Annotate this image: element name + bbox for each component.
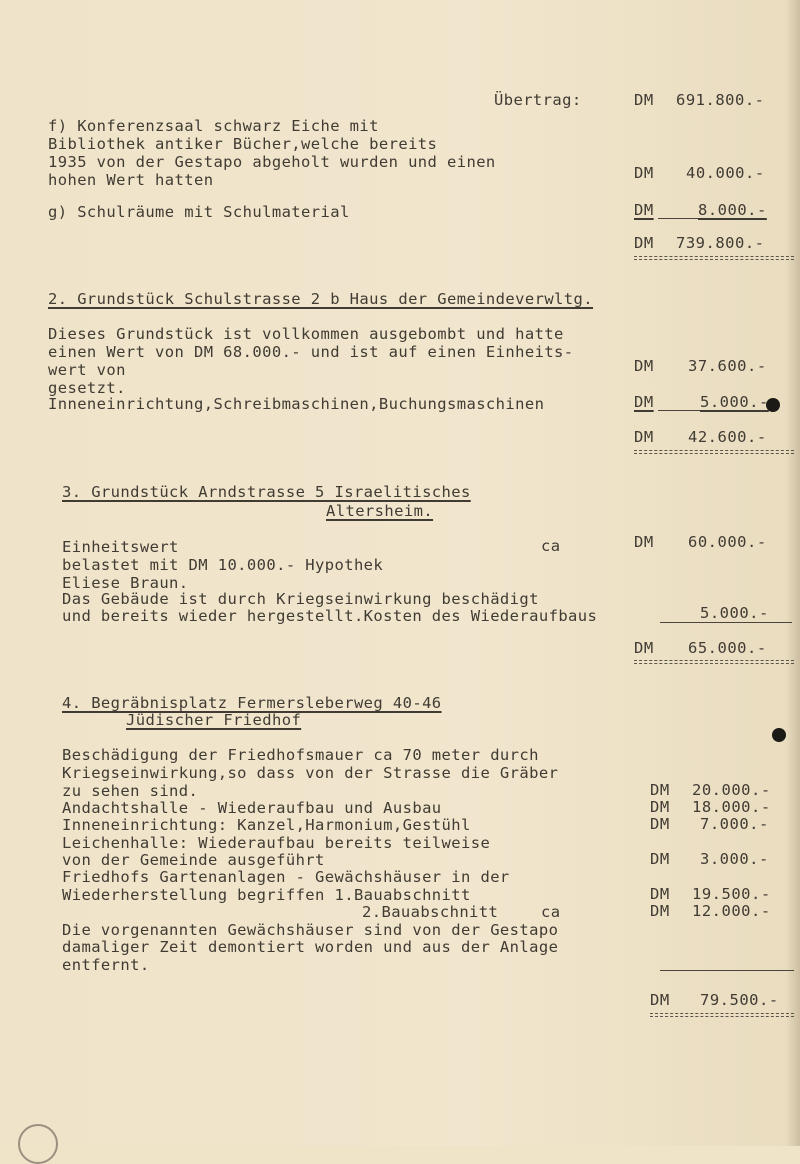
section-4-amount: 3.000.- [700, 850, 769, 868]
subtotal-1-amount: 739.800.- [676, 234, 765, 252]
section-4-line: Beschädigung der Friedhofsmauer ca 70 meter durch [62, 746, 539, 764]
item-f-line: 1935 von der Gestapo abgeholt wurden und einen [48, 153, 496, 171]
section-4-line: 2.Bauabschnitt [362, 903, 499, 921]
section-3-line: belastet mit DM 10.000.- Hypothek [62, 556, 384, 574]
section-3-heading: 3. Grundstück Arndstrasse 5 Israelitisches [62, 483, 471, 501]
section-4-amount: 12.000.- [692, 902, 771, 920]
section-4-amount: 7.000.- [700, 815, 769, 833]
section-4-amount-currency: DM [650, 798, 670, 816]
binder-ring [18, 1124, 58, 1164]
double-rule [634, 450, 794, 454]
section-4-line: Kriegseinwirkung,so dass von der Strasse die Gräber [62, 764, 559, 782]
item-f-currency: DM [634, 164, 654, 182]
section-2-total: 42.600.- [688, 428, 767, 446]
section-4-line: zu sehen sind. [62, 782, 199, 800]
item-g-text: g) Schulräume mit Schulmaterial [48, 203, 350, 221]
item-f-line: Bibliothek antiker Bücher,welche bereits [48, 135, 438, 153]
section-4-line: Die vorgenannten Gewächshäuser sind von der Gestapo [62, 921, 559, 939]
section-3-line: Das Gebäude ist durch Kriegseinwirkung beschädigt [62, 590, 539, 608]
section-2-amount-1-currency: DM [634, 357, 654, 375]
item-f-line: f) Konferenzsaal schwarz Eiche mit [48, 117, 379, 135]
section-3-amount-2: 5.000.- [700, 604, 769, 622]
uebertrag-label: Übertrag: [494, 91, 582, 109]
section-4-amount: 19.500.- [692, 885, 771, 903]
section-3-line: Einheitswert [62, 538, 179, 556]
section-4-line: Friedhofs Gartenanlagen - Gewächshäuser in der [62, 868, 510, 886]
paper-edge-shadow [786, 0, 800, 1146]
section-4-heading: Jüdischer Friedhof [126, 711, 302, 729]
section-4-line: Inneneinrichtung: Kanzel,Harmonium,Gestühl [62, 816, 471, 834]
underline [660, 622, 792, 623]
section-3-amount-1: 60.000.- [688, 533, 767, 551]
section-2-line: einen Wert von DM 68.000.- und ist auf einen Einheits- [48, 343, 574, 361]
item-g-currency: DM [634, 201, 654, 219]
section-4-amount-currency: DM [650, 850, 670, 868]
item-f-line: hohen Wert hatten [48, 171, 214, 189]
section-4-line: Andachtshalle - Wiederaufbau und Ausbau [62, 799, 442, 817]
section-4-heading: 4. Begräbnisplatz Fermersleberweg 40-46 [62, 694, 442, 712]
section-4-line: von der Gemeinde ausgeführt [62, 851, 325, 869]
section-2-amount-2: 5.000.- [700, 393, 769, 411]
section-4-line: entfernt. [62, 956, 150, 974]
item-f-amount: 40.000.- [686, 164, 765, 182]
section-4-ca: ca [541, 903, 561, 921]
section-4-line: Wiederherstellung begriffen 1.Bauabschnitt [62, 886, 471, 904]
subtotal-1-currency: DM [634, 234, 654, 252]
section-4-amount-currency: DM [650, 781, 670, 799]
section-2-total-currency: DM [634, 428, 654, 446]
section-3-line: und bereits wieder hergestellt.Kosten des Wiederaufbaus [62, 607, 598, 625]
underline [658, 410, 700, 411]
section-2-line: Inneneinrichtung,Schreibmaschinen,Buchungsmaschinen [48, 395, 545, 413]
section-4-amount: 20.000.- [692, 781, 771, 799]
sum-rule [660, 970, 794, 971]
section-2-line: wert von [48, 361, 126, 379]
section-2-amount-2-currency: DM [634, 393, 654, 411]
double-rule [650, 1013, 794, 1017]
section-3-line: Eliese Braun. [62, 574, 189, 592]
section-4-total-currency: DM [650, 991, 670, 1009]
section-4-amount-currency: DM [650, 885, 670, 903]
section-3-ca: ca [541, 537, 561, 555]
uebertrag-amount: 691.800.- [676, 91, 765, 109]
underline [658, 218, 698, 219]
section-4-line: Leichenhalle: Wiederaufbau bereits teilweise [62, 834, 491, 852]
item-g-amount: 8.000.- [698, 201, 767, 219]
section-4-amount: 18.000.- [692, 798, 771, 816]
double-rule [634, 256, 794, 260]
section-2-heading: 2. Grundstück Schulstrasse 2 b Haus der Gemeindeverwltg. [48, 290, 593, 308]
double-rule [634, 660, 794, 664]
section-3-total-currency: DM [634, 639, 654, 657]
section-3-amount-1-currency: DM [634, 533, 654, 551]
section-2-line: gesetzt. [48, 379, 126, 397]
section-3-total: 65.000.- [688, 639, 767, 657]
section-4-amount-currency: DM [650, 815, 670, 833]
uebertrag-currency: DM [634, 91, 654, 109]
section-4-total: 79.500.- [700, 991, 779, 1009]
punch-hole [772, 728, 786, 742]
section-4-line: damaliger Zeit demontiert worden und aus der Anlage [62, 938, 559, 956]
section-3-heading: Altersheim. [326, 502, 434, 520]
section-2-amount-1: 37.600.- [688, 357, 767, 375]
section-2-line: Dieses Grundstück ist vollkommen ausgebombt und hatte [48, 325, 564, 343]
section-4-amount-currency: DM [650, 902, 670, 920]
